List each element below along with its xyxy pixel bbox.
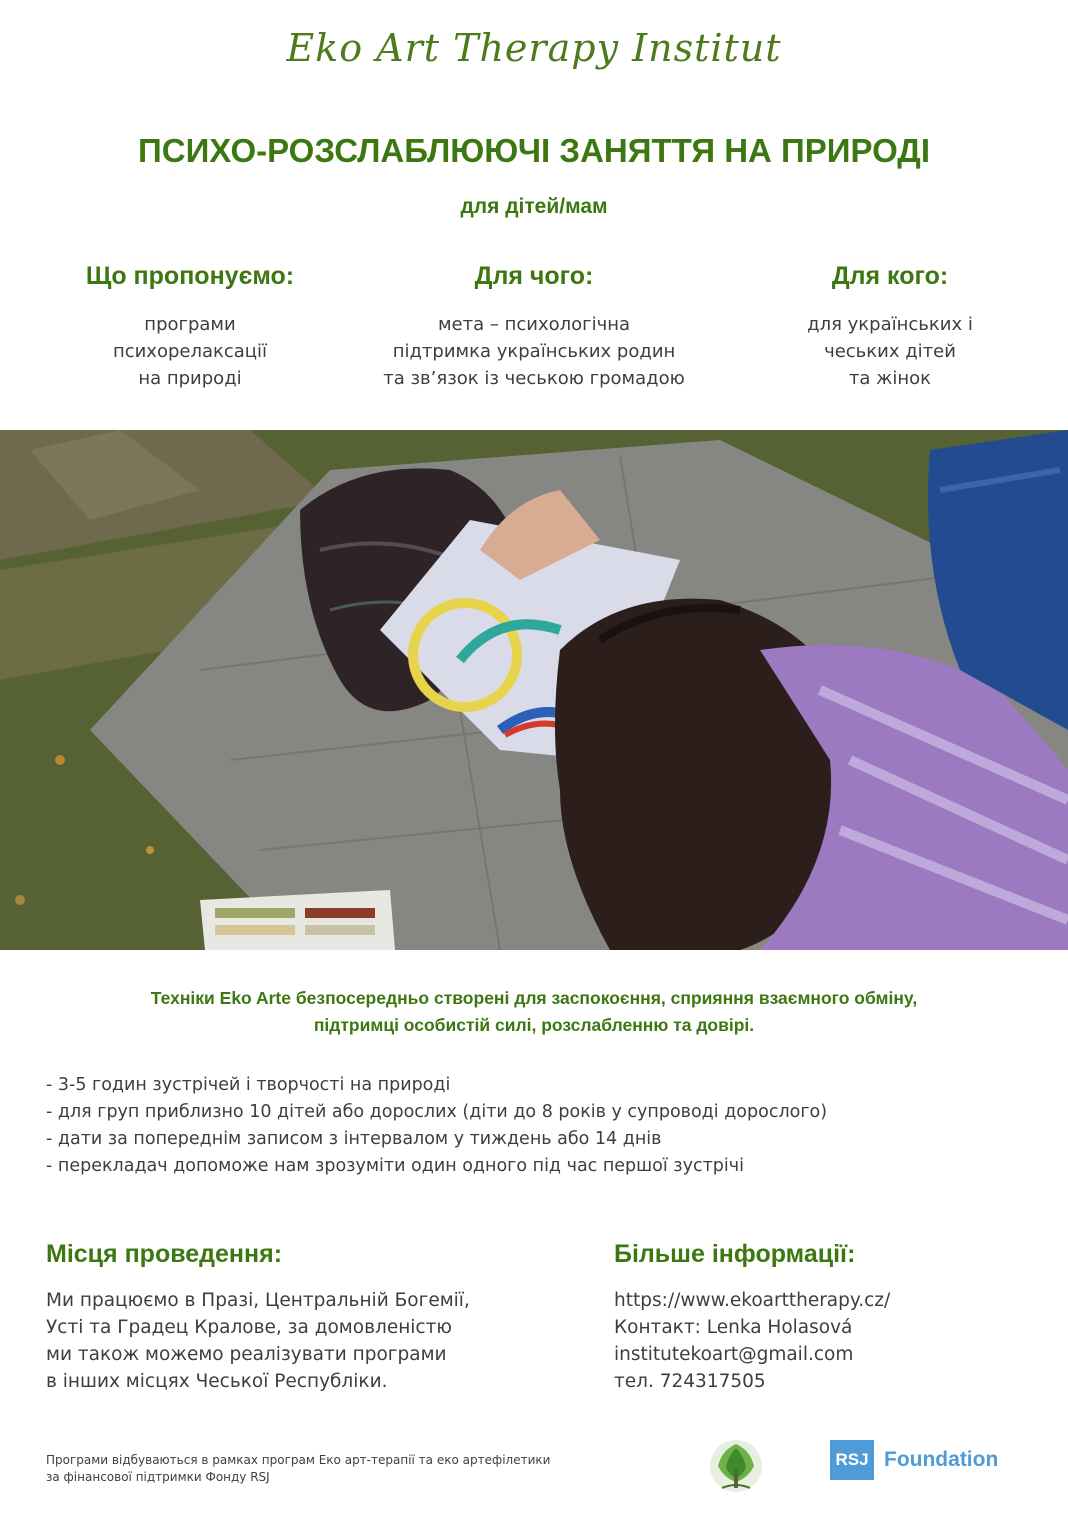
offer-column [40, 262, 340, 392]
purpose-heading: Для чого: [474, 262, 594, 290]
institute-logo-title: Eko Art Therapy Institut [286, 26, 782, 70]
funding-line: за фінансової підтримки Фонду RSJ [46, 1470, 270, 1484]
offer-line: психорелаксації [112, 341, 268, 362]
audience-heading: Для кого: [831, 262, 949, 290]
locations-section [46, 1240, 566, 1395]
locations-line: ми також можемо реалізувати програми [46, 1344, 447, 1365]
offer-line: на природі [138, 368, 242, 389]
funding-line: Програми відбуваються в рамках програм Еко арт-терапії та еко артефілетики [46, 1453, 551, 1467]
locations-heading: Місця проведення: [46, 1240, 283, 1268]
details-list [46, 1072, 1036, 1180]
audience-column [740, 262, 1040, 392]
list-item: - перекладач допоможе нам зрозуміти один одного під час першої зустрічі [46, 1156, 744, 1176]
offer-line: програми [144, 314, 236, 335]
photo-woman-drawing-outdoors [0, 430, 1068, 950]
list-item: - дати за попереднім записом з інтервалом у тиждень або 14 днів [46, 1129, 662, 1149]
email-link[interactable]: institutekoart@gmail.com [614, 1344, 854, 1365]
locations-line: Усті та Градец Кралове, за домовленістю [46, 1317, 452, 1338]
offer-heading: Що пропонуємо: [85, 262, 295, 290]
rsj-foundation-logo [830, 1440, 998, 1480]
website-link[interactable]: https://www.ekoarttherapy.cz/ [614, 1290, 891, 1311]
rsj-mark: RSJ [830, 1440, 874, 1480]
techniques-line: підтримці особистій силі, розслабленню та довірі. [313, 1015, 755, 1035]
purpose-line: мета – психологічна [437, 314, 631, 335]
list-item: - для груп приблизно 10 дітей або дорослих (діти до 8 років у супроводі дорослого) [46, 1102, 828, 1122]
audience-line: та жінок [848, 368, 932, 389]
offer-text [40, 311, 340, 392]
contact-person: Контакт: Lenka Holasová [614, 1317, 853, 1338]
locations-line: Ми працюємо в Празі, Центральній Богемії, [46, 1290, 470, 1311]
page-title: ПСИХО-РОЗСЛАБЛЮЮЧІ ЗАНЯТТЯ НА ПРИРОДІ [138, 132, 930, 169]
locations-line: в інших місцях Чеської Республіки. [46, 1371, 388, 1392]
purpose-column [334, 262, 734, 392]
audience-text [740, 311, 1040, 392]
rsj-wordmark: Foundation [884, 1448, 999, 1471]
techniques-statement [0, 985, 1068, 1039]
page-subtitle: для дітей/мам [460, 195, 608, 218]
more-info-heading: Більше інформації: [614, 1240, 856, 1268]
tree-logo-icon [708, 1438, 764, 1494]
purpose-line: підтримка українських родин [392, 341, 676, 362]
audience-line: чеських дітей [824, 341, 956, 362]
more-info-section [614, 1240, 1034, 1395]
purpose-line: та зв’язок із чеською громадою [383, 368, 685, 389]
photo-illustration [0, 430, 1068, 950]
funding-note [46, 1452, 686, 1486]
locations-text [46, 1287, 566, 1395]
phone-number: тел. 724317505 [614, 1371, 766, 1392]
audience-line: для українських і [807, 314, 973, 335]
list-item: - 3-5 годин зустрічей і творчості на природі [46, 1075, 451, 1095]
techniques-line: Техніки Eko Arte безпосередньо створені для заспокоєння, сприяння взаємного обміну, [150, 988, 918, 1008]
purpose-text [334, 311, 734, 392]
